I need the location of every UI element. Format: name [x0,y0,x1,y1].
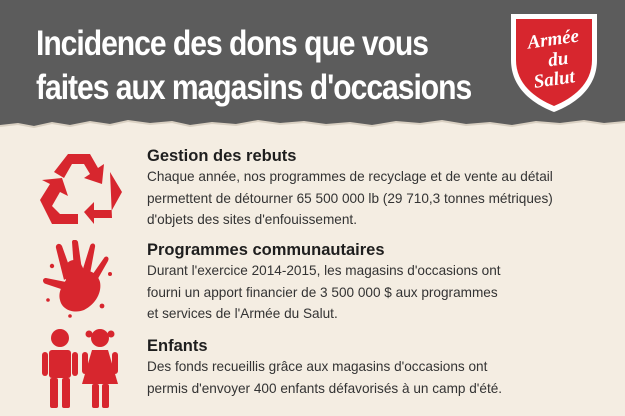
section-body-line: Des fonds recueillis grâce aux magasins d'occasions ont [147,359,488,374]
torn-paper-edge [0,112,625,142]
logo-word-3: Salut [532,66,577,93]
section-body [147,260,617,325]
section-body-line: permis d'envoyer 400 enfants défavorisés à un camp d'été. [147,380,503,396]
section-title: Programmes communautaires [147,241,385,259]
section-body [147,166,617,231]
page-title [36,22,472,110]
salvation-army-shield-logo [503,8,605,114]
section-title: Enfants [147,337,208,355]
section-waste-management [147,146,617,231]
recycle-icon [38,150,124,226]
section-body [147,356,617,399]
hand-print-icon [40,240,120,320]
section-body-line: fourni un apport financier de 3 500 000 $ aux programmes [147,284,498,300]
section-body-line: permettent de détourner 65 500 000 lb (29 710,3 tonnes métriques) [147,190,553,206]
logo-word-2: du [546,47,570,72]
section-community-programs [147,240,617,325]
section-title: Gestion des rebuts [147,147,297,165]
title-line-2: faites aux magasins d'occasions [36,68,472,107]
section-body-line: Chaque année, nos programmes de recyclage et de vente au détail [147,169,553,184]
logo-word-1: Armée [526,25,581,54]
section-body-line: d'objets des sites d'enfouissement. [147,212,357,227]
section-body-line: Durant l'exercice 2014-2015, les magasins d'occasions ont [147,263,501,278]
children-icon [38,326,124,410]
title-line-1: Incidence des dons que vous [36,24,428,63]
section-children [147,336,617,399]
section-body-line: et services de l'Armée du Salut. [147,306,338,321]
